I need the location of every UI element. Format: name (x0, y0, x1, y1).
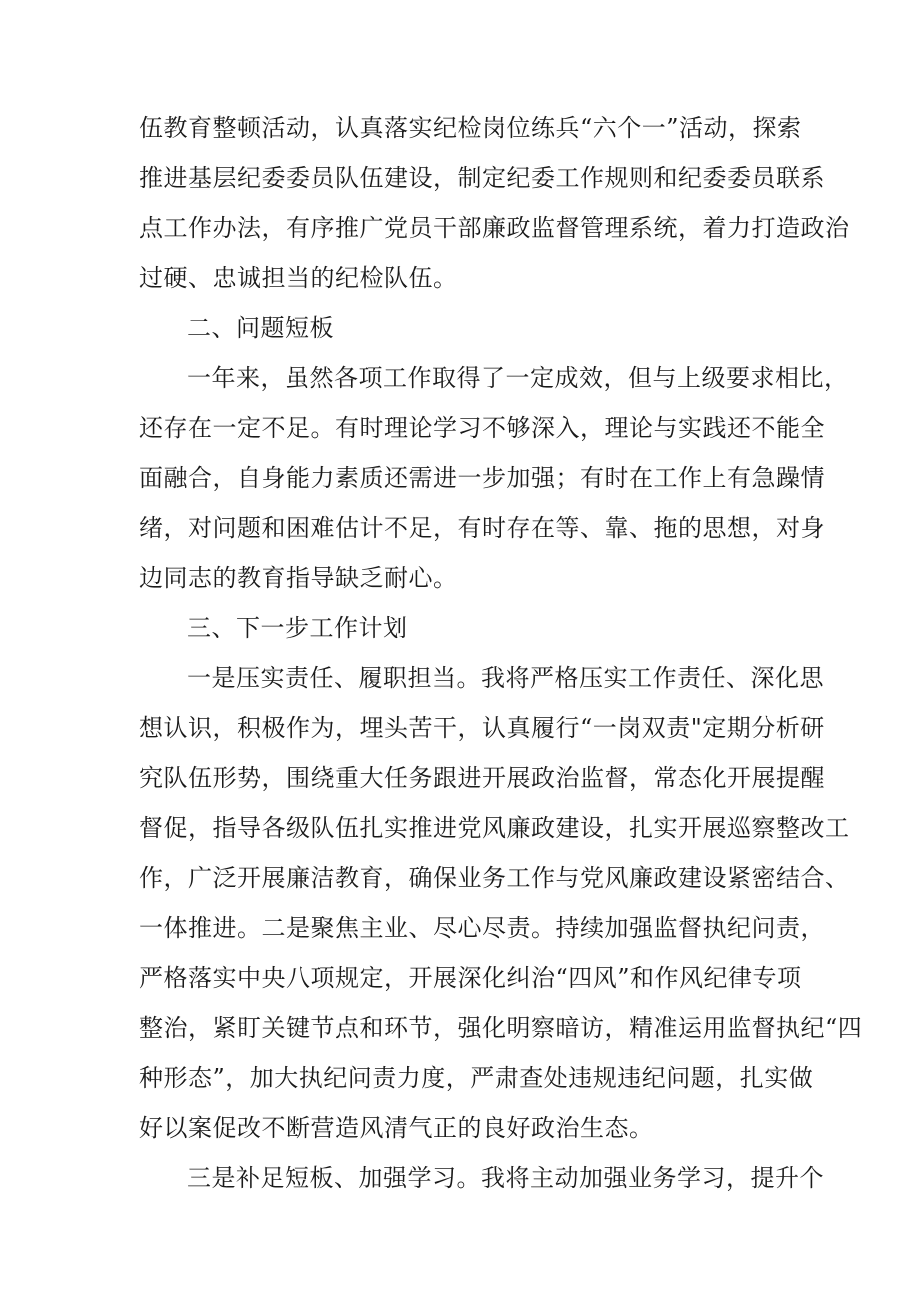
paragraph-2-line-1: 一年来，虽然各项工作取得了一定成效，但与上级要求相比， (187, 364, 849, 392)
paragraph-3-line-10: 好以案促改不断营造风清气正的良好政治生态。 (139, 1114, 654, 1142)
paragraph-3-line-2: 想认识，积极作为，埋头苦干，认真履行“一岗双责"定期分析研 (139, 714, 825, 742)
paragraph-2-line-3: 面融合，自身能力素质还需进一步加强；有时在工作上有急躁情 (139, 464, 825, 492)
paragraph-3-line-9: 种形态”，加大执纪问责力度，严肃查处违规违纪问题，扎实做 (139, 1064, 814, 1092)
paragraph-3-line-5: 作，广泛开展廉洁教育，确保业务工作与党风廉政建设紧密结合、 (139, 864, 850, 892)
section-heading-problems: 二、问题短板 (187, 314, 334, 342)
paragraph-2-line-2: 还存在一定不足。有时理论学习不够深入，理论与实践还不能全 (139, 414, 825, 442)
paragraph-3-line-1: 一是压实责任、履职担当。我将严格压实工作责任、深化思 (187, 664, 824, 692)
paragraph-3-line-4: 督促，指导各级队伍扎实推进党风廉政建设，扎实开展巡察整改工 (139, 814, 850, 842)
paragraph-2-line-4: 绪，对问题和困难估计不足，有时存在等、靠、拖的思想，对身 (139, 514, 825, 542)
section-heading-next-plan: 三、下一步工作计划 (187, 614, 408, 642)
paragraph-4-line-1: 三是补足短板、加强学习。我将主动加强业务学习，提升个 (187, 1164, 824, 1192)
paragraph-3-line-3: 究队伍形势，围绕重大任务跟进开展政治监督，常态化开展提醒 (139, 764, 825, 792)
paragraph-3-line-6: 一体推进。二是聚焦主业、尽心尽责。持续加强监督执纪问责， (139, 914, 825, 942)
paragraph-2-line-5: 边同志的教育指导缺乏耐心。 (139, 564, 458, 592)
paragraph-1-line-1: 伍教育整顿活动，认真落实纪检岗位练兵“六个一”活动，探索 (139, 114, 802, 142)
paragraph-1-line-4: 过硬、忠诚担当的纪检队伍。 (139, 264, 458, 292)
paragraph-3-line-8: 整治，紧盯关键节点和环节，强化明察暗访，精准运用监督执纪“四 (139, 1014, 863, 1042)
paragraph-1-line-3: 点工作办法，有序推广党员干部廉政监督管理系统，着力打造政治 (139, 214, 850, 242)
paragraph-1-line-2: 推进基层纪委委员队伍建设，制定纪委工作规则和纪委委员联系 (139, 164, 825, 192)
paragraph-3-line-7: 严格落实中央八项规定，开展深化纠治“四风”和作风纪律专项 (139, 964, 802, 992)
